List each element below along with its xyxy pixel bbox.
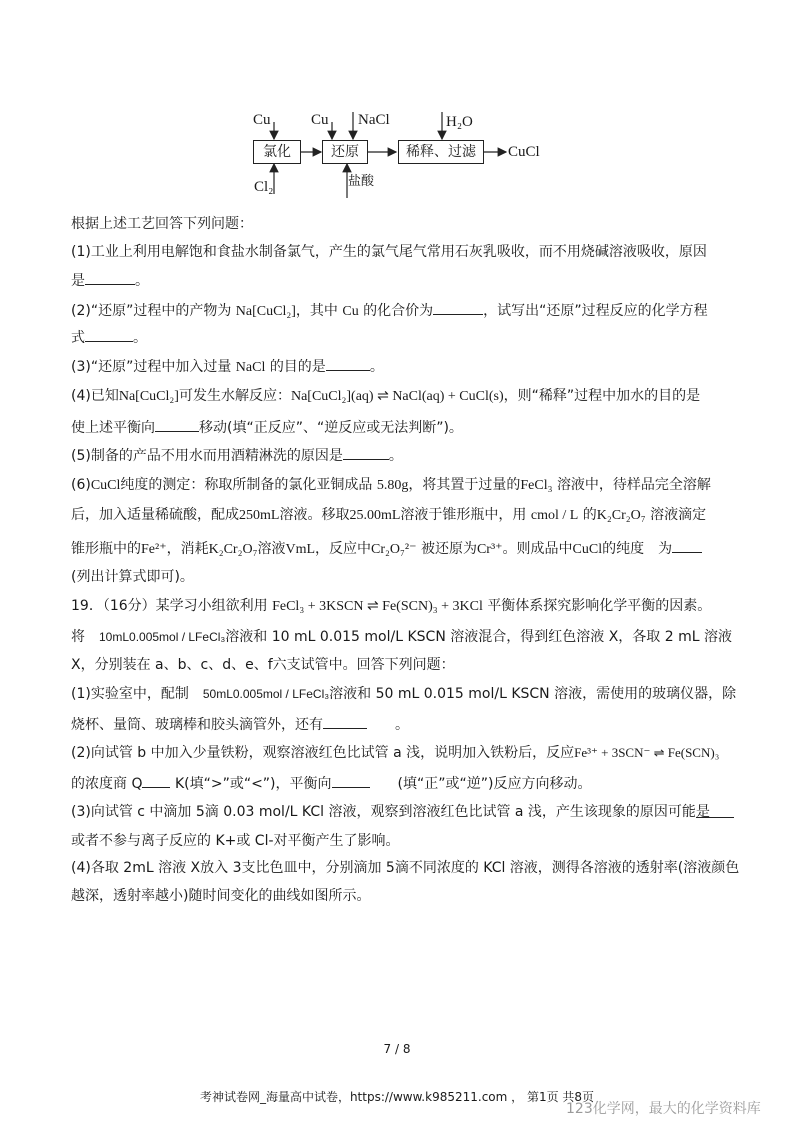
q19-2-line-2: 的浓度商 Q K(填“>”或“<”)，平衡向 (填“正”或“逆”)反应方向移动。 (71, 772, 591, 794)
q18-3-line: (3)“还原”过程中加入过量 NaCl 的目的是 。 (71, 355, 384, 378)
answer-blank[interactable] (85, 269, 135, 285)
q18-6-line-1: (6)CuCl纯度的测定：称取所制备的氯化亚铜成品 5.80g，将其置于过量的FeCl₃ 溶液中，待样品完全溶解 (71, 477, 711, 493)
answer-blank[interactable] (323, 713, 367, 729)
answer-blank[interactable] (332, 772, 370, 788)
reagent-cu-1: Cu (253, 112, 271, 128)
q18-4-line-1: (4)已知Na[CuCl₂]可发生水解反应：Na[CuCl₂](aq) ⇌ NaCl(aq) + CuCl(s)，则“稀释”过程中加水的目的是 (71, 388, 701, 404)
q19-line-2: 将 10mL0.005mol / LFeCl₃溶液和 10 mL 0.015 mol/L KSCN 溶液混合，得到红色溶液 X，各取 2 mL 溶液 (71, 629, 732, 645)
product-cucl: CuCl (508, 144, 540, 160)
process-flowchart (240, 104, 560, 200)
q18-6-line-3: 锥形瓶中的Fe²⁺，消耗K₂Cr₂O₇溶液VmL，反应中Cr₂O₇²⁻ 被还原为Cr³⁺。则成品中CuCl的纯度 为 (71, 537, 702, 560)
q18-6-line-2: 后，加入适量稀硫酸，配成250mL溶液。移取25.00mL溶液于锥形瓶中，用 cmol / L 的K₂Cr₂O₇ 溶液滴定 (71, 507, 707, 523)
q19-1-line-1: (1)实验室中，配制 50mL0.005mol / LFeCl₃溶液和 50 mL 0.015 mol/L KSCN 溶液，需使用的玻璃仪器，除 (71, 686, 737, 702)
answer-blank[interactable] (85, 326, 133, 342)
step-dilute-filter: 稀释、过滤 (398, 140, 484, 164)
step-chlorination: 氯化 (253, 140, 301, 164)
answer-blank[interactable] (142, 772, 170, 788)
step-reduction: 还原 (322, 140, 368, 164)
reagent-nacl: NaCl (358, 112, 390, 128)
q18-2-line-2: 式 。 (71, 326, 147, 348)
q19-4-line-2: 越深，透射率越小)随时间变化的曲线如图所示。 (71, 888, 371, 904)
answer-blank[interactable]: 是 (696, 802, 734, 818)
intro-text: 根据上述工艺回答下列问题： (71, 216, 253, 232)
q18-2-line-1: (2)“还原”过程中的产物为 Na[CuCl₂]，其中 Cu 的化合价为 ，试写出“还原”过程反应的化学方程 (71, 299, 708, 322)
q18-4-line-2: 使上述平衡向 移动(填“正反应”、“逆反应或无法判断”)。 (71, 416, 463, 438)
q18-5-line: (5)制备的产品不用水而用酒精淋洗的原因是 。 (71, 444, 403, 466)
footer-source: 考神试卷网_海量高中试卷，https://www.k985211.com ， 第1页 共8页 (199, 1090, 595, 1104)
q19-1-line-2: 烧杯、量筒、玻璃棒和胶头滴管外，还有 。 (71, 713, 409, 735)
reagent-hydrochloric-acid: 盐酸 (348, 174, 375, 189)
q19-line-3: X，分别装在 a、b、c、d、e、f六支试管中。回答下列问题： (71, 657, 455, 673)
answer-blank[interactable] (155, 416, 199, 432)
reagent-water: H₂O (446, 114, 473, 130)
watermark: 123化学网，最大的化学资料库 (566, 1101, 761, 1117)
answer-blank[interactable] (343, 444, 389, 460)
q19-2-line-1: (2)向试管 b 中加入少量铁粉，观察溶液红色比试管 a 浅，说明加入铁粉后，反应Fe³⁺ + 3SCN⁻ ⇌ Fe(SCN)₃ (71, 745, 720, 761)
answer-blank[interactable] (433, 299, 483, 315)
q18-6-line-4: (列出计算式即可)。 (71, 569, 194, 585)
q19-line-1: 19．（16分）某学习小组欲利用 FeCl₃ + 3KSCN ⇌ Fe(SCN)₃ + 3KCl 平衡体系探究影响化学平衡的因素。 (71, 598, 712, 614)
reagent-cu-2: Cu (311, 112, 329, 128)
q19-4-line-1: (4)各取 2mL 溶液 X放入 3支比色皿中，分别滴加 5滴不同浓度的 KCl 溶液，测得各溶液的透射率(溶液颜色 (71, 860, 740, 876)
q19-3-line-1: (3)向试管 c 中滴加 5滴 0.03 mol/L KCl 溶液，观察到溶液红色比试管 a 浅，产生该现象的原因可能是 (71, 802, 734, 822)
q18-1-line-2: 是 。 (71, 269, 149, 291)
answer-blank[interactable] (326, 355, 370, 371)
page-number: 7 / 8 (383, 1042, 411, 1056)
q19-3-line-2: 或者不参与离子反应的 K+或 Cl-对平衡产生了影响。 (71, 833, 400, 849)
reagent-chlorine: Cl₂ (254, 179, 274, 195)
answer-blank[interactable] (672, 537, 702, 553)
q18-1-line-1: (1)工业上利用电解饱和食盐水制备氯气，产生的氯气尾气常用石灰乳吸收，而不用烧碱溶液吸收，原因 (71, 244, 707, 260)
